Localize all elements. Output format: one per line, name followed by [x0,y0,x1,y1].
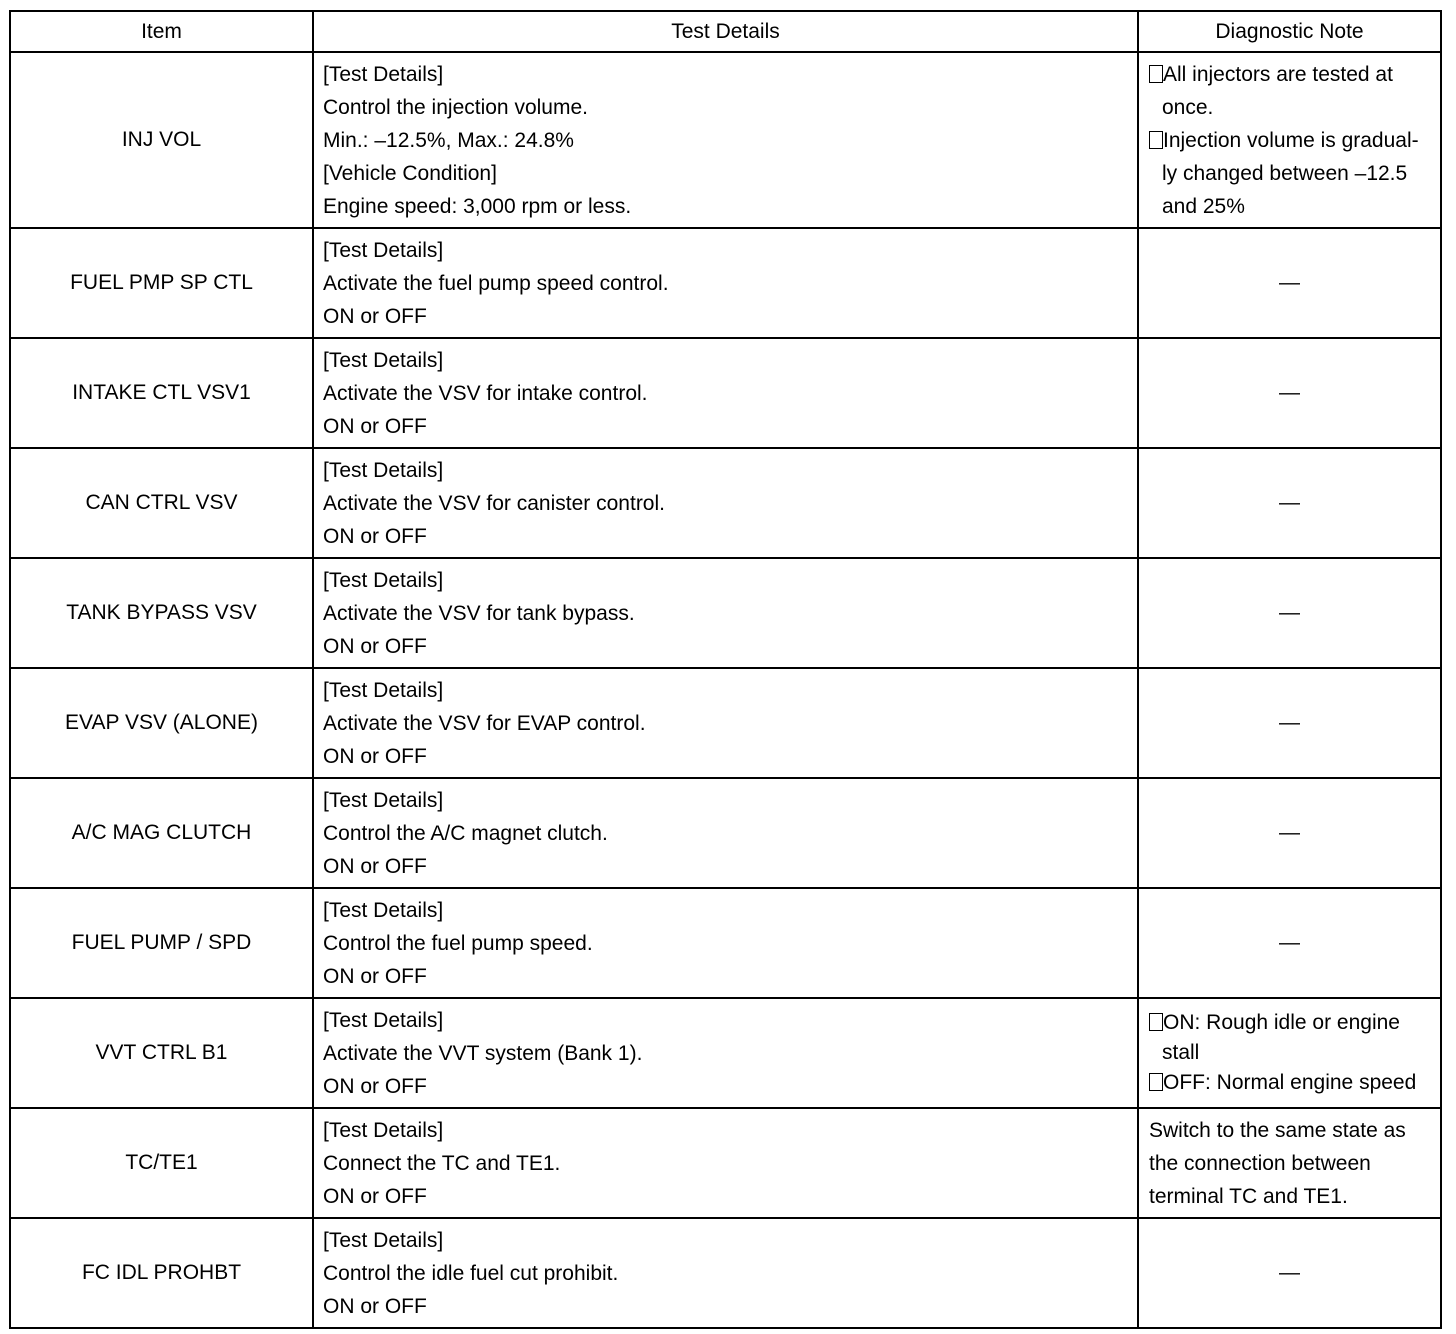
test-details-line: [Test Details] [323,348,444,372]
test-details-line: Activate the fuel pump speed control. [323,271,669,295]
item-cell: TANK BYPASS VSV [10,558,313,668]
test-details-line: ON or OFF [323,964,427,988]
test-details-line: [Test Details] [323,1008,444,1032]
test-details-line: Activate the VSV for tank bypass. [323,601,635,625]
test-details-line: Activate the VVT system (Bank 1). [323,1041,643,1065]
test-details-line: ON or OFF [323,524,427,548]
test-details-cell [313,558,1138,668]
test-details-line: Engine speed: 3,000 rpm or less. [323,194,632,218]
test-details-line: [Test Details] [323,1228,444,1252]
table-row [10,558,1441,668]
test-details-line: Min.: –12.5%, Max.: 24.8% [323,128,574,152]
bullet-box-icon [1149,131,1163,149]
test-details-line: [Test Details] [323,62,444,86]
bullet-box-icon [1149,1073,1163,1091]
header-row [10,11,1441,52]
table-row [10,1218,1441,1328]
diagnostic-note-dash: — [1138,338,1441,448]
bullet-box-icon [1149,65,1163,83]
item-cell: FUEL PMP SP CTL [10,228,313,338]
note-bullet-continuation: once. [1162,95,1214,119]
note-bullet [1149,1008,1436,1038]
diagnostic-note-dash: — [1138,228,1441,338]
test-details-line: Control the injection volume. [323,95,588,119]
diagnostic-note-dash: — [1138,1218,1441,1328]
test-details-line: [Test Details] [323,678,444,702]
note-bullet [1149,1068,1436,1098]
test-details-line: Activate the VSV for intake control. [323,381,648,405]
note-bullet [1149,58,1436,91]
item-cell: TC/TE1 [10,1108,313,1218]
test-details-line: ON or OFF [323,634,427,658]
item-cell: FUEL PUMP / SPD [10,888,313,998]
table-row [10,778,1441,888]
item-cell: INJ VOL [10,52,313,228]
diagnostic-note-dash: — [1138,558,1441,668]
test-details-line: [Test Details] [323,458,444,482]
table-row [10,668,1441,778]
test-details-line: Control the idle fuel cut prohibit. [323,1261,619,1285]
note-line: the connection between [1149,1151,1371,1175]
table-row [10,998,1441,1108]
test-details-line: ON or OFF [323,1294,427,1318]
table-row [10,1108,1441,1218]
test-details-line: ON or OFF [323,304,427,328]
test-details-line: Connect the TC and TE1. [323,1151,561,1175]
table-row [10,228,1441,338]
diagnostic-note-dash: — [1138,888,1441,998]
test-details-line: Activate the VSV for EVAP control. [323,711,646,735]
table-body [10,52,1441,1328]
item-cell: FC IDL PROHBT [10,1218,313,1328]
diagnostic-table [9,10,1442,1329]
note-bullet-continuation: stall [1162,1041,1200,1064]
test-details-line: ON or OFF [323,1184,427,1208]
diagnostic-note-cell [1138,1108,1441,1218]
note-bullet-text: Injection volume is gradual- [1163,128,1419,152]
table-row [10,888,1441,998]
test-details-line: [Test Details] [323,568,444,592]
bullet-box-icon [1149,1013,1163,1031]
note-bullet-text: OFF: Normal engine speed [1163,1071,1417,1094]
note-bullet-text: ON: Rough idle or engine [1163,1011,1400,1034]
test-details-line: ON or OFF [323,744,427,768]
note-line: Switch to the same state as [1149,1118,1406,1142]
test-details-cell [313,998,1138,1108]
diagnostic-note-dash: — [1138,668,1441,778]
test-details-line: Activate the VSV for canister control. [323,491,665,515]
table-row [10,338,1441,448]
item-cell: A/C MAG CLUTCH [10,778,313,888]
header-diagnostic-note: Diagnostic Note [1138,11,1441,52]
table-row [10,52,1441,228]
note-bullet-text: All injectors are tested at [1163,62,1393,86]
note-bullet-continuation: ly changed between –12.5 [1162,161,1408,185]
test-details-line: ON or OFF [323,854,427,878]
test-details-cell [313,228,1138,338]
test-details-line: ON or OFF [323,414,427,438]
note-bullet-continuation: and 25% [1162,194,1245,218]
test-details-line: Control the fuel pump speed. [323,931,593,955]
test-details-cell [313,668,1138,778]
header-item: Item [10,11,313,52]
test-details-cell [313,448,1138,558]
item-cell: VVT CTRL B1 [10,998,313,1108]
test-details-cell [313,338,1138,448]
test-details-line: ON or OFF [323,1074,427,1098]
test-details-line: [Test Details] [323,1118,444,1142]
test-details-cell [313,1218,1138,1328]
item-cell: CAN CTRL VSV [10,448,313,558]
test-details-line: [Test Details] [323,788,444,812]
diagnostic-note-cell [1138,998,1441,1108]
test-details-cell [313,778,1138,888]
diagnostic-note-dash: — [1138,778,1441,888]
table-row [10,448,1441,558]
test-details-line: [Test Details] [323,238,444,262]
test-details-cell [313,888,1138,998]
test-details-line: Control the A/C magnet clutch. [323,821,608,845]
item-cell: INTAKE CTL VSV1 [10,338,313,448]
diagnostic-note-cell [1138,52,1441,228]
diagnostic-note-dash: — [1138,448,1441,558]
test-details-line: [Vehicle Condition] [323,161,497,185]
note-bullet [1149,124,1436,157]
note-line: terminal TC and TE1. [1149,1184,1348,1208]
item-cell: EVAP VSV (ALONE) [10,668,313,778]
test-details-cell [313,52,1138,228]
test-details-line: [Test Details] [323,898,444,922]
header-test-details: Test Details [313,11,1138,52]
test-details-cell [313,1108,1138,1218]
